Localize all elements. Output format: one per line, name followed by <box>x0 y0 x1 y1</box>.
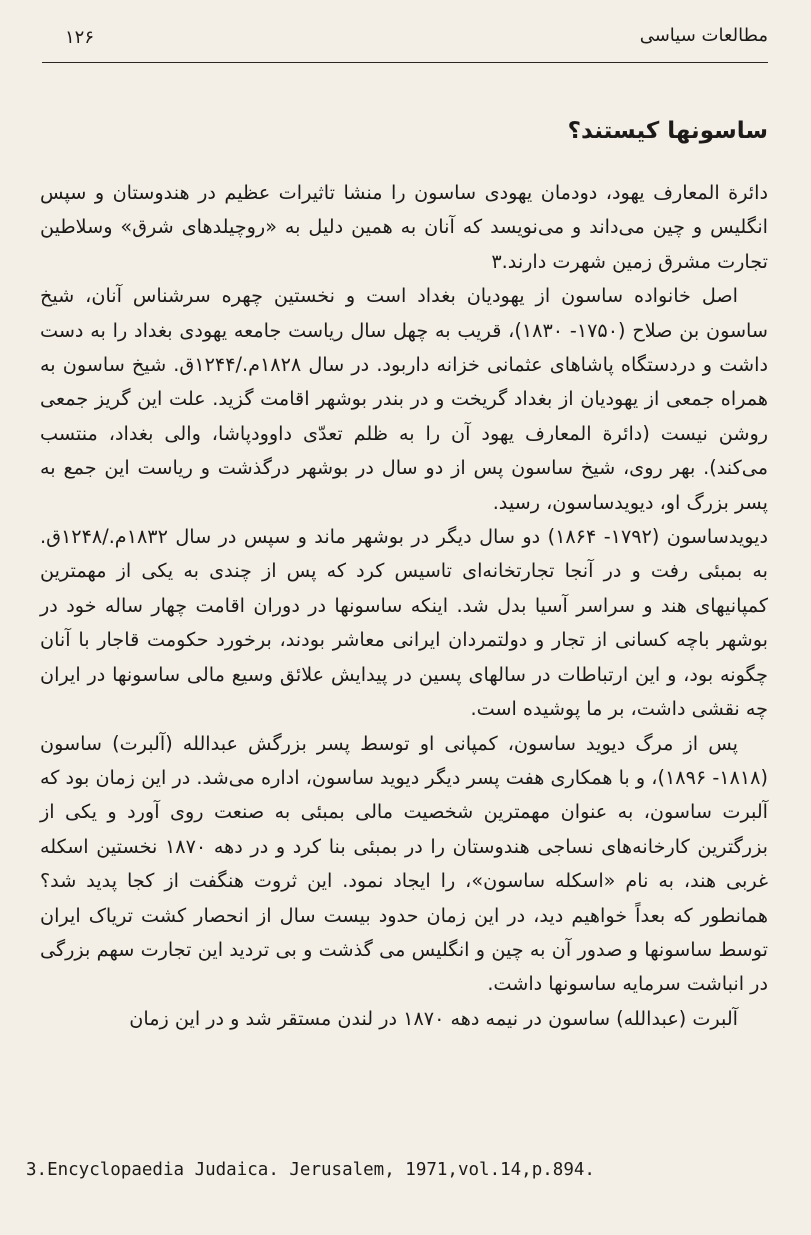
paragraph-2: اصل خانواده ساسون از یهودیان بغداد است و نخستین چهره سرشناس آنان، شیخ ساسون بن صلاح (۱۷۵۰- ۱۸۳۰)، قریب به چهل سال ریاست جامعه یهودی بغداد را به دست داشت و دردستگاه پاشاهای عثمانی خزانه داربود. در سال ۱۸۲۸م./۱۲۴۴ق. شیخ ساسون به همراه جمعی از یهودیان از بغداد گریخت و در بندر بوشهر اقامت گزید. علت این گریز جمعی روشن نیست (دائرة المعارف یهود آن را به ظلم تعدّی داوودپاشا، والی بغداد، منتسب می‌کند). بهر روی، شیخ ساسون پس از دو سال در بوشهر درگذشت و ریاست این جمع به پسر بزرگ او، دیویدساسون، رسید. <box>40 284 768 514</box>
paragraph-4: پس از مرگ دیوید ساسون، کمپانی او توسط پسر بزرگش عبدالله (آلبرت) ساسون (۱۸۱۸- ۱۸۹۶)، و با همکاری هفت پسر دیگر دیوید ساسون، اداره می‌شد. در این زمان بود که آلبرت ساسون، به عنوان مهمترین شخصیت مالی بمبئی به صنعت روی آورد و یکی از بزرگترین کارخانه‌های نساجی هندوستان را در بمبئی بنا کرد و در دهه ۱۸۷۰ نخستین اسکله غربی هند، به نام «اسکله ساسون»، را ایجاد نمود. این ثروت هنگفت از کجا پدید شد؟ همانطور که بعداً خواهیم دید، در این زمان حدود بیست سال از انحصار کشت تریاک ایران توسط ساسونها و صدور آن به چین و انگلیس می گذشت و بی تردید این تجارت سهم بزرگی در انباشت سرمایه ساسونها داشت. <box>40 731 769 996</box>
paragraph-5: آلبرت (عبدالله) ساسون در نیمه دهه ۱۸۷۰ در لندن مستقر شد و در این زمان <box>129 1006 738 1030</box>
body-text <box>40 176 768 1036</box>
page-number: ۱۲۶ <box>65 27 95 48</box>
header-rule <box>42 62 768 63</box>
section-heading: ساسونها کیستند؟ <box>567 118 768 144</box>
running-title: مطالعات سیاسی <box>639 25 768 46</box>
footnote: 3.Encyclopaedia Judaica. Jerusalem, 1971,vol.14,p.894. <box>26 1160 595 1180</box>
paragraph-1: دائرة المعارف یهود، دودمان یهودی ساسون را منشا تاثیرات عظیم در هندوستان و سپس انگلیس و چین می‌داند و می‌نویسد که آنان به همین دلیل به «روچیلدهای شرق» وسلاطین تجارت مشرق زمین شهرت دارند.۳ <box>40 181 768 273</box>
paragraph-3: دیویدساسون (۱۷۹۲- ۱۸۶۴) دو سال دیگر در بوشهر ماند و سپس در سال ۱۸۳۲م./۱۲۴۸ق. به بمبئی رفت و در آنجا تجارتخانه‌ای تاسیس کرد که پس از چندی به یکی از مهمترین کمپانیهای هند و سراسر آسیا بدل شد. اینکه ساسونها در دوران اقامت چهار ساله خود در بوشهر باچه کسانی از تجار و دولتمردان ایرانی معاشر بودند، برخورد حکومت قاجار با آنان چگونه بود، و این ارتباطات در سالهای پسین در پیدایش علائق وسیع مالی ساسونها در ایران چه نقشی داشت، بر ما پوشیده است. <box>40 525 768 721</box>
